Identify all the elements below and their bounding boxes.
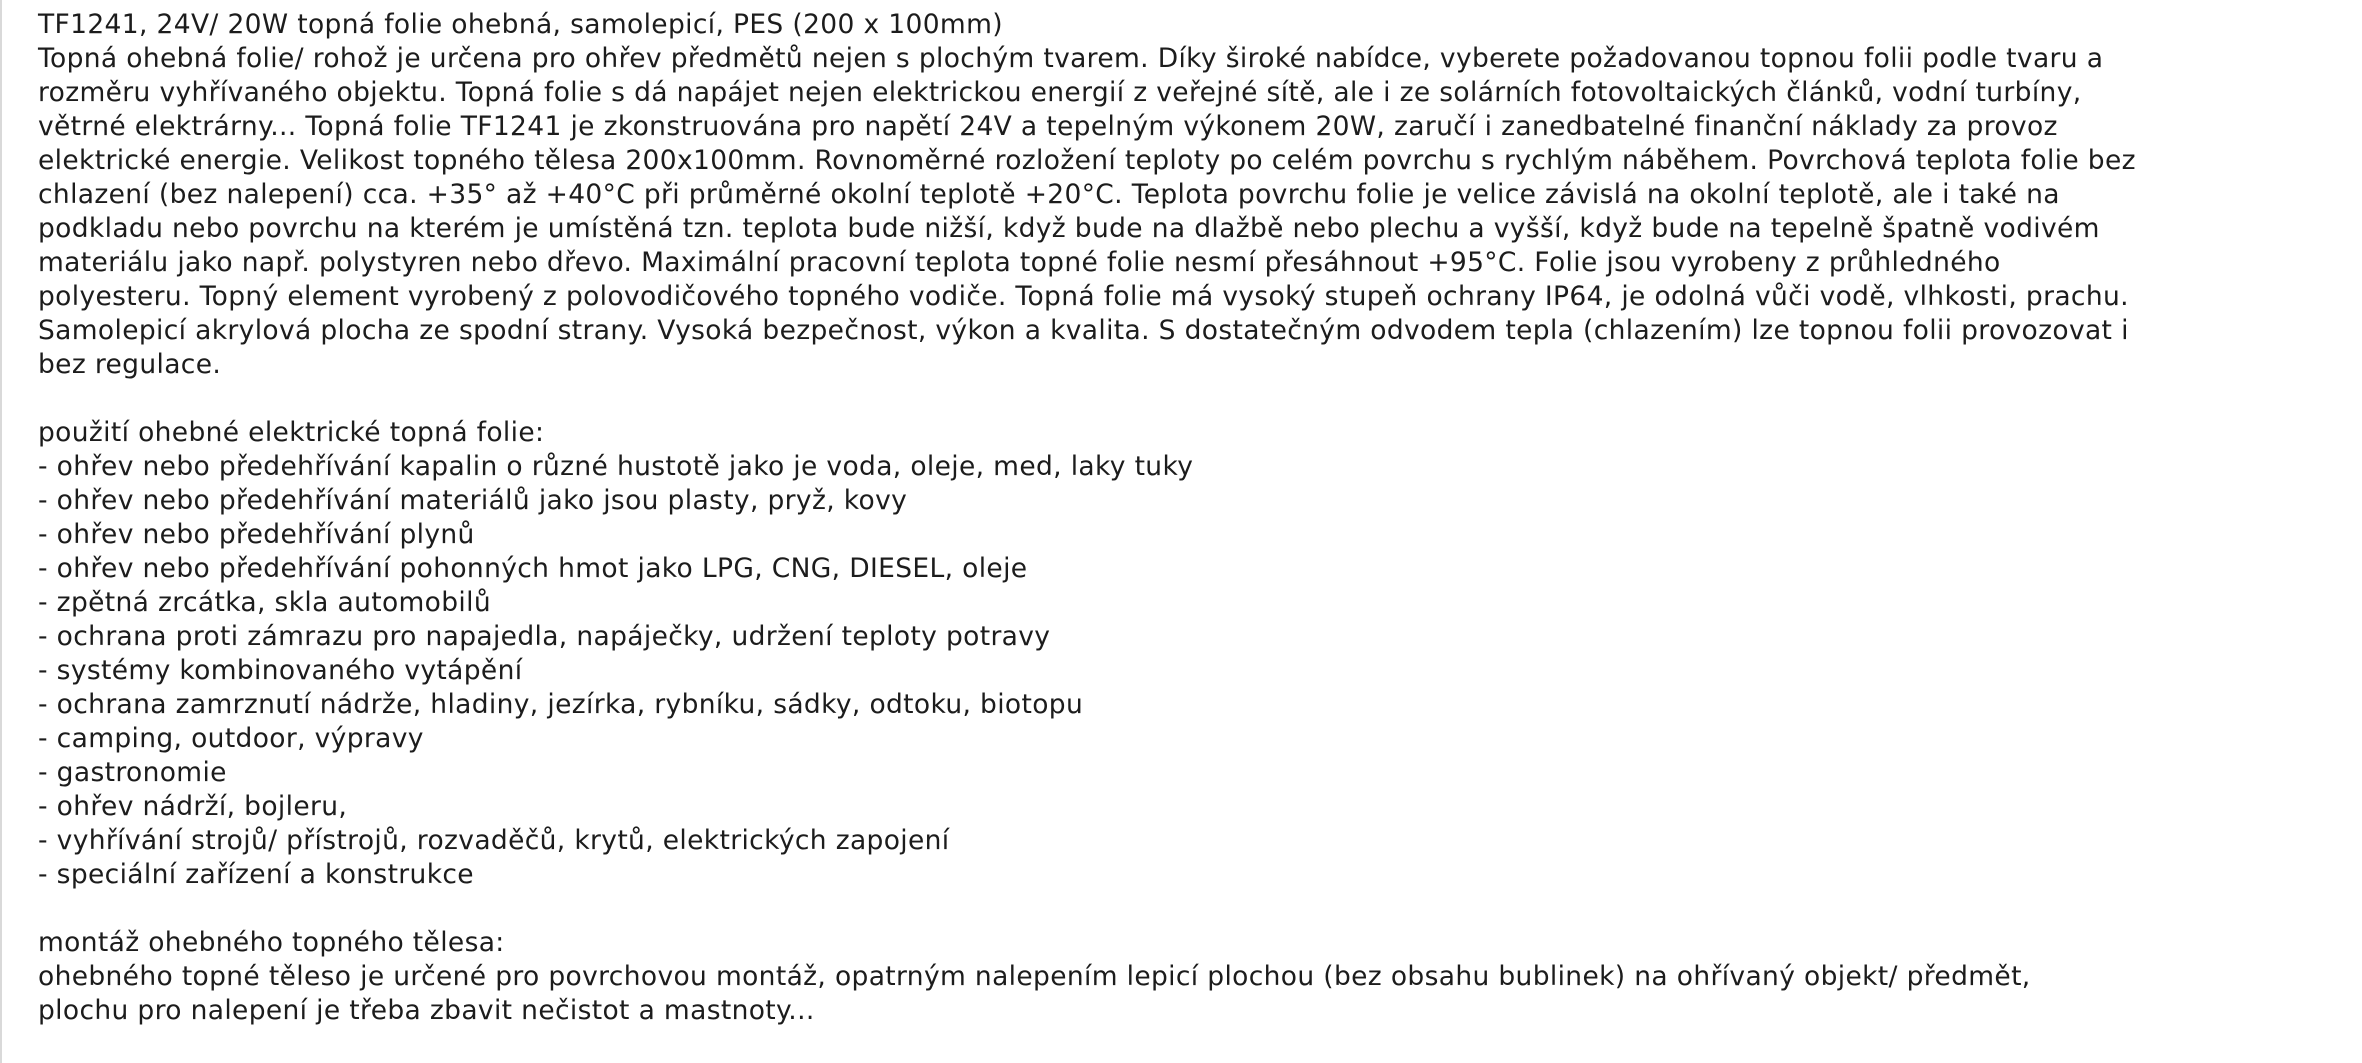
- page-left-border: [0, 0, 2, 1063]
- list-item: - ohřev nebo předehřívání pohonných hmot jako LPG, CNG, DIESEL, oleje: [38, 553, 1028, 584]
- list-item: - speciální zařízení a konstrukce: [38, 859, 474, 890]
- description-line: elektrické energie. Velikost topného tělesa 200x100mm. Rovnoměrné rozložení teploty po celém povrchu s rychlým náběhem. Povrchová teplota folie bez: [38, 145, 2136, 176]
- list-item: - ohřev nebo předehřívání kapalin o různé hustotě jako je voda, oleje, med, laky tuky: [38, 451, 1194, 482]
- paragraph-spacer: [38, 382, 2338, 416]
- description-line: polyesteru. Topný element vyrobený z polovodičového topného vodiče. Topná folie má vysoký stupeň ochrany IP64, je odolná vůči vodě, vlhkosti, prachu.: [38, 281, 2129, 312]
- list-item: - ohřev nebo předehřívání plynů: [38, 519, 475, 550]
- description-line: větrné elektrárny... Topná folie TF1241 je zkonstruována pro napětí 24V a tepelným výkonem 20W, zaručí i zanedbatelné finanční náklady za provoz: [38, 111, 2058, 142]
- list-item: - gastronomie: [38, 757, 227, 788]
- description-line: materiálu jako např. polystyren nebo dřevo. Maximální pracovní teplota topné folie nesmí přesáhnout +95°C. Folie jsou vyrobeny z průhledného: [38, 247, 2001, 278]
- paragraph-spacer: [38, 892, 2338, 926]
- usage-list: [38, 450, 2338, 892]
- description-line: podkladu nebo povrchu na kterém je umístěná tzn. teplota bude nižší, když bude na dlažbě nebo plechu a vyšší, když bude na tepelně špatně vodivém: [38, 213, 2100, 244]
- list-item: - ohřev nebo předehřívání materiálů jako jsou plasty, pryž, kovy: [38, 485, 908, 516]
- list-item: - ochrana zamrznutí nádrže, hladiny, jezírka, rybníku, sádky, odtoku, biotopu: [38, 689, 1084, 720]
- list-item: - ohřev nádrží, bojleru,: [38, 791, 348, 822]
- mounting-paragraph: [38, 960, 2338, 1028]
- description-line: Samolepicí akrylová plocha ze spodní strany. Vysoká bezpečnost, výkon a kvalita. S dostatečným odvodem tepla (chlazením) lze topnou folii provozovat i: [38, 315, 2129, 346]
- list-item: - camping, outdoor, výpravy: [38, 723, 424, 754]
- description-line: Topná ohebná folie/ rohož je určena pro ohřev předmětů nejen s plochým tvarem. Díky široké nabídce, vyberete požadovanou topnou folii podle tvaru a: [38, 43, 2104, 74]
- mounting-line: plochu pro nalepení je třeba zbavit nečistot a mastnoty...: [38, 995, 815, 1026]
- list-item: - zpětná zrcátka, skla automobilů: [38, 587, 491, 618]
- description-paragraph: [38, 42, 2338, 382]
- description-line: bez regulace.: [38, 349, 222, 380]
- description-line: rozměru vyhřívaného objektu. Topná folie s dá napájet nejen elektrickou energií z veřejné sítě, ale i ze solárních fotovoltaických článků, vodní turbíny,: [38, 77, 2082, 108]
- description-line: chlazení (bez nalepení) cca. +35° až +40°C při průměrné okolní teplotě +20°C. Teplota povrchu folie je velice závislá na okolní teplotě, ale i také na: [38, 179, 2060, 210]
- mounting-line: ohebného topné těleso je určené pro povrchovou montáž, opatrným nalepením lepicí plochou (bez obsahu bublinek) na ohřívaný objekt/ předmět,: [38, 961, 2031, 992]
- list-item: - ochrana proti zámrazu pro napajedla, napáječky, udržení teploty potravy: [38, 621, 1051, 652]
- list-item: - systémy kombinovaného vytápění: [38, 655, 523, 686]
- product-title: TF1241, 24V/ 20W topná folie ohebná, samolepicí, PES (200 x 100mm): [38, 9, 1003, 40]
- product-description: [38, 8, 2338, 1028]
- usage-heading: použití ohebné elektrické topná folie:: [38, 417, 545, 448]
- mounting-heading: montáž ohebného topného tělesa:: [38, 927, 505, 958]
- list-item: - vyhřívání strojů/ přístrojů, rozvaděčů, krytů, elektrických zapojení: [38, 825, 950, 856]
